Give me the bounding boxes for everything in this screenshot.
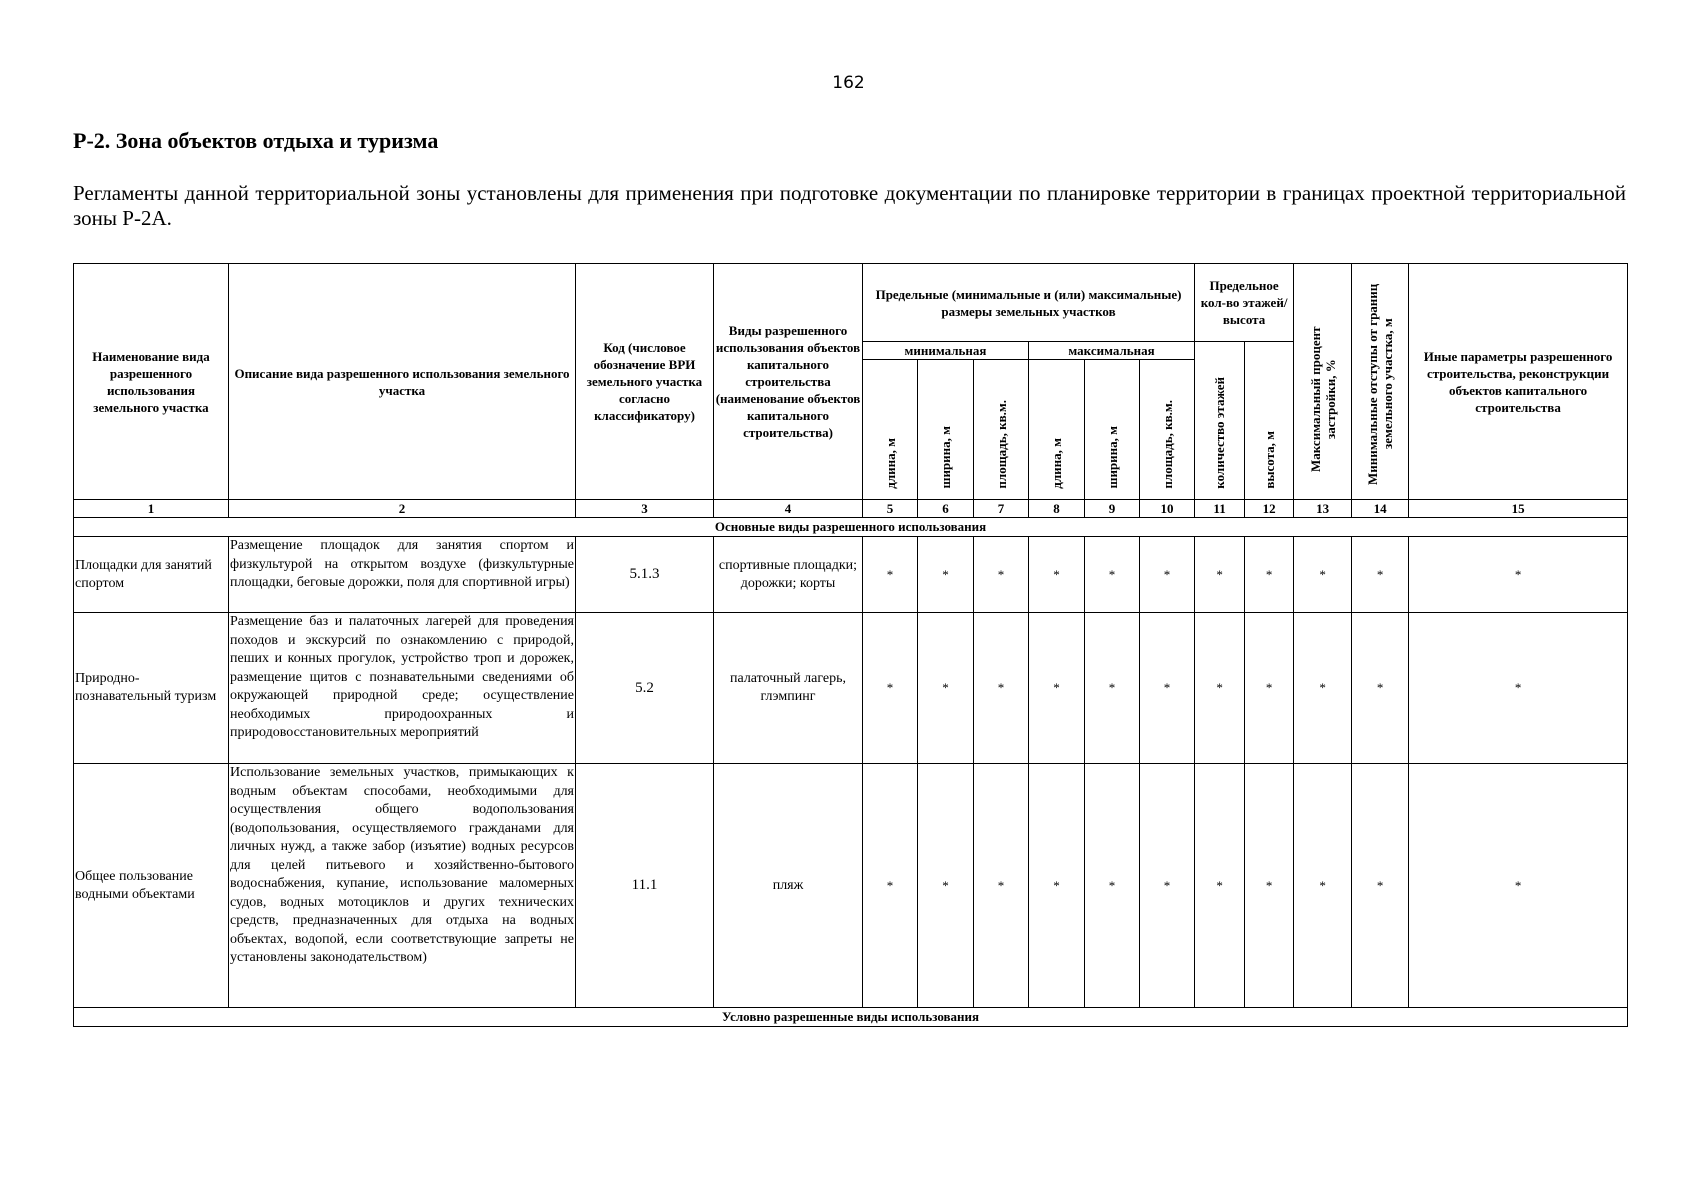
header-description: Описание вида разрешенного использования земельного участка (229, 264, 576, 500)
row-value: * (1029, 613, 1085, 764)
table-row (74, 764, 1628, 1008)
header-min-width: ширина, м (918, 360, 974, 500)
header-code: Код (числовое обозначение ВРИ земельного участка согласно классификатору) (576, 264, 714, 500)
header-limit-sizes: Предельные (минимальные и (или) максимальные) размеры земельных участков (863, 264, 1195, 342)
header-minimal: минимальная (863, 342, 1029, 360)
section-row-conditional (74, 1008, 1628, 1027)
header-min-setback: Минимальные отступы от границ земельного участка, м (1352, 264, 1409, 500)
header-name: Наименование вида разрешенного использования земельного участка (74, 264, 229, 500)
row-value: * (1409, 764, 1628, 1008)
row-value: * (1140, 613, 1195, 764)
header-max-area: площадь, кв.м. (1140, 360, 1195, 500)
row-value: * (863, 537, 918, 613)
section-title-main: Основные виды разрешенного использования (74, 518, 1628, 537)
header-max-length: длина, м (1029, 360, 1085, 500)
row-value: * (1140, 537, 1195, 613)
row-value: * (974, 537, 1029, 613)
row-value: * (1294, 537, 1352, 613)
row-value: * (1195, 537, 1245, 613)
row-value: * (918, 613, 974, 764)
header-min-area: площадь, кв.м. (974, 360, 1029, 500)
row-value: * (1352, 537, 1409, 613)
row-value: * (918, 537, 974, 613)
row-name: Природно-познавательный туризм (74, 613, 229, 764)
row-value: * (974, 613, 1029, 764)
row-value: * (1195, 613, 1245, 764)
header-min-length: длина, м (863, 360, 918, 500)
column-number: 12 (1245, 500, 1294, 518)
row-objects: спортивные площадки; дорожки; корты (714, 537, 863, 613)
section-title-conditional: Условно разрешенные виды использования (74, 1008, 1628, 1027)
row-objects: пляж (714, 764, 863, 1008)
row-value: * (863, 613, 918, 764)
row-value: * (1029, 764, 1085, 1008)
row-value: * (974, 764, 1029, 1008)
column-numbers-row (74, 500, 1628, 518)
row-name: Общее пользование водными объектами (74, 764, 229, 1008)
intro-paragraph: Регламенты данной территориальной зоны установлены для применения при подготовке документации по планировке территории в границах проектной территориальной зоны Р-2А. (73, 181, 1626, 230)
section-row-main (74, 518, 1628, 537)
column-number: 11 (1195, 500, 1245, 518)
zone-title: Р-2. Зона объектов отдыха и туризма (73, 128, 439, 153)
table-row (74, 613, 1628, 764)
column-number: 13 (1294, 500, 1352, 518)
row-description: Использование земельных участков, примыкающих к водным объектам способами, необходимыми для осуществления общего водопользования (водопользования, осуществляемого гражданами для личных нужд, а также забор (изъятие) водных ресурсов для целей питьевого и хозяйственно-бытового водоснабжения, купание, использование маломерных судов, водных мотоциклов и других технических средств, предназначенных для отдыха на водных объектах, водопой, если соответствующие запреты не установлены законодательством) (229, 764, 576, 1008)
header-max-width: ширина, м (1085, 360, 1140, 500)
row-name: Площадки для занятий спортом (74, 537, 229, 613)
column-number: 4 (714, 500, 863, 518)
row-value: * (1085, 764, 1140, 1008)
row-value: * (1409, 537, 1628, 613)
row-value: * (918, 764, 974, 1008)
row-value: * (863, 764, 918, 1008)
table-row (74, 537, 1628, 613)
row-description: Размещение площадок для занятия спортом и физкультурой на открытом воздухе (физкультурные площадки, беговые дорожки, поля для спортивной игры) (229, 537, 576, 613)
column-number: 15 (1409, 500, 1628, 518)
row-value: * (1294, 764, 1352, 1008)
row-value: * (1245, 764, 1294, 1008)
row-value: * (1294, 613, 1352, 764)
header-object-types: Виды разрешенного использования объектов капитального строительства (наименование объектов капитального строительства) (714, 264, 863, 500)
header-other-params: Иные параметры разрешенного строительства, реконструкции объектов капитального строительства (1409, 264, 1628, 500)
row-value: * (1352, 613, 1409, 764)
column-number: 10 (1140, 500, 1195, 518)
row-value: * (1245, 613, 1294, 764)
row-objects: палаточный лагерь, глэмпинг (714, 613, 863, 764)
column-number: 2 (229, 500, 576, 518)
header-floors: количество этажей (1195, 342, 1245, 500)
header-max-coverage: Максимальный процент застройки, % (1294, 264, 1352, 500)
row-code: 5.1.3 (576, 537, 714, 613)
row-value: * (1245, 537, 1294, 613)
row-value: * (1140, 764, 1195, 1008)
row-value: * (1195, 764, 1245, 1008)
header-maximal: максимальная (1029, 342, 1195, 360)
page-number: 162 (832, 73, 865, 93)
row-value: * (1029, 537, 1085, 613)
column-number: 6 (918, 500, 974, 518)
column-number: 7 (974, 500, 1029, 518)
column-number: 8 (1029, 500, 1085, 518)
row-code: 11.1 (576, 764, 714, 1008)
header-height: высота, м (1245, 342, 1294, 500)
row-value: * (1352, 764, 1409, 1008)
column-number: 9 (1085, 500, 1140, 518)
column-number: 3 (576, 500, 714, 518)
column-number: 5 (863, 500, 918, 518)
row-description: Размещение баз и палаточных лагерей для проведения походов и экскурсий по ознакомлению с природой, пеших и конных прогулок, устройство троп и дорожек, размещение щитов с познавательными сведениями об окружающей природной среде; осуществление необходимых природоохранных и природовосстановительных мероприятий (229, 613, 576, 764)
row-value: * (1085, 613, 1140, 764)
row-value: * (1085, 537, 1140, 613)
header-floors-group: Предельное кол-во этажей/ высота (1195, 264, 1294, 342)
regulations-table (73, 263, 1628, 1027)
row-value: * (1409, 613, 1628, 764)
row-code: 5.2 (576, 613, 714, 764)
column-number: 14 (1352, 500, 1409, 518)
column-number: 1 (74, 500, 229, 518)
